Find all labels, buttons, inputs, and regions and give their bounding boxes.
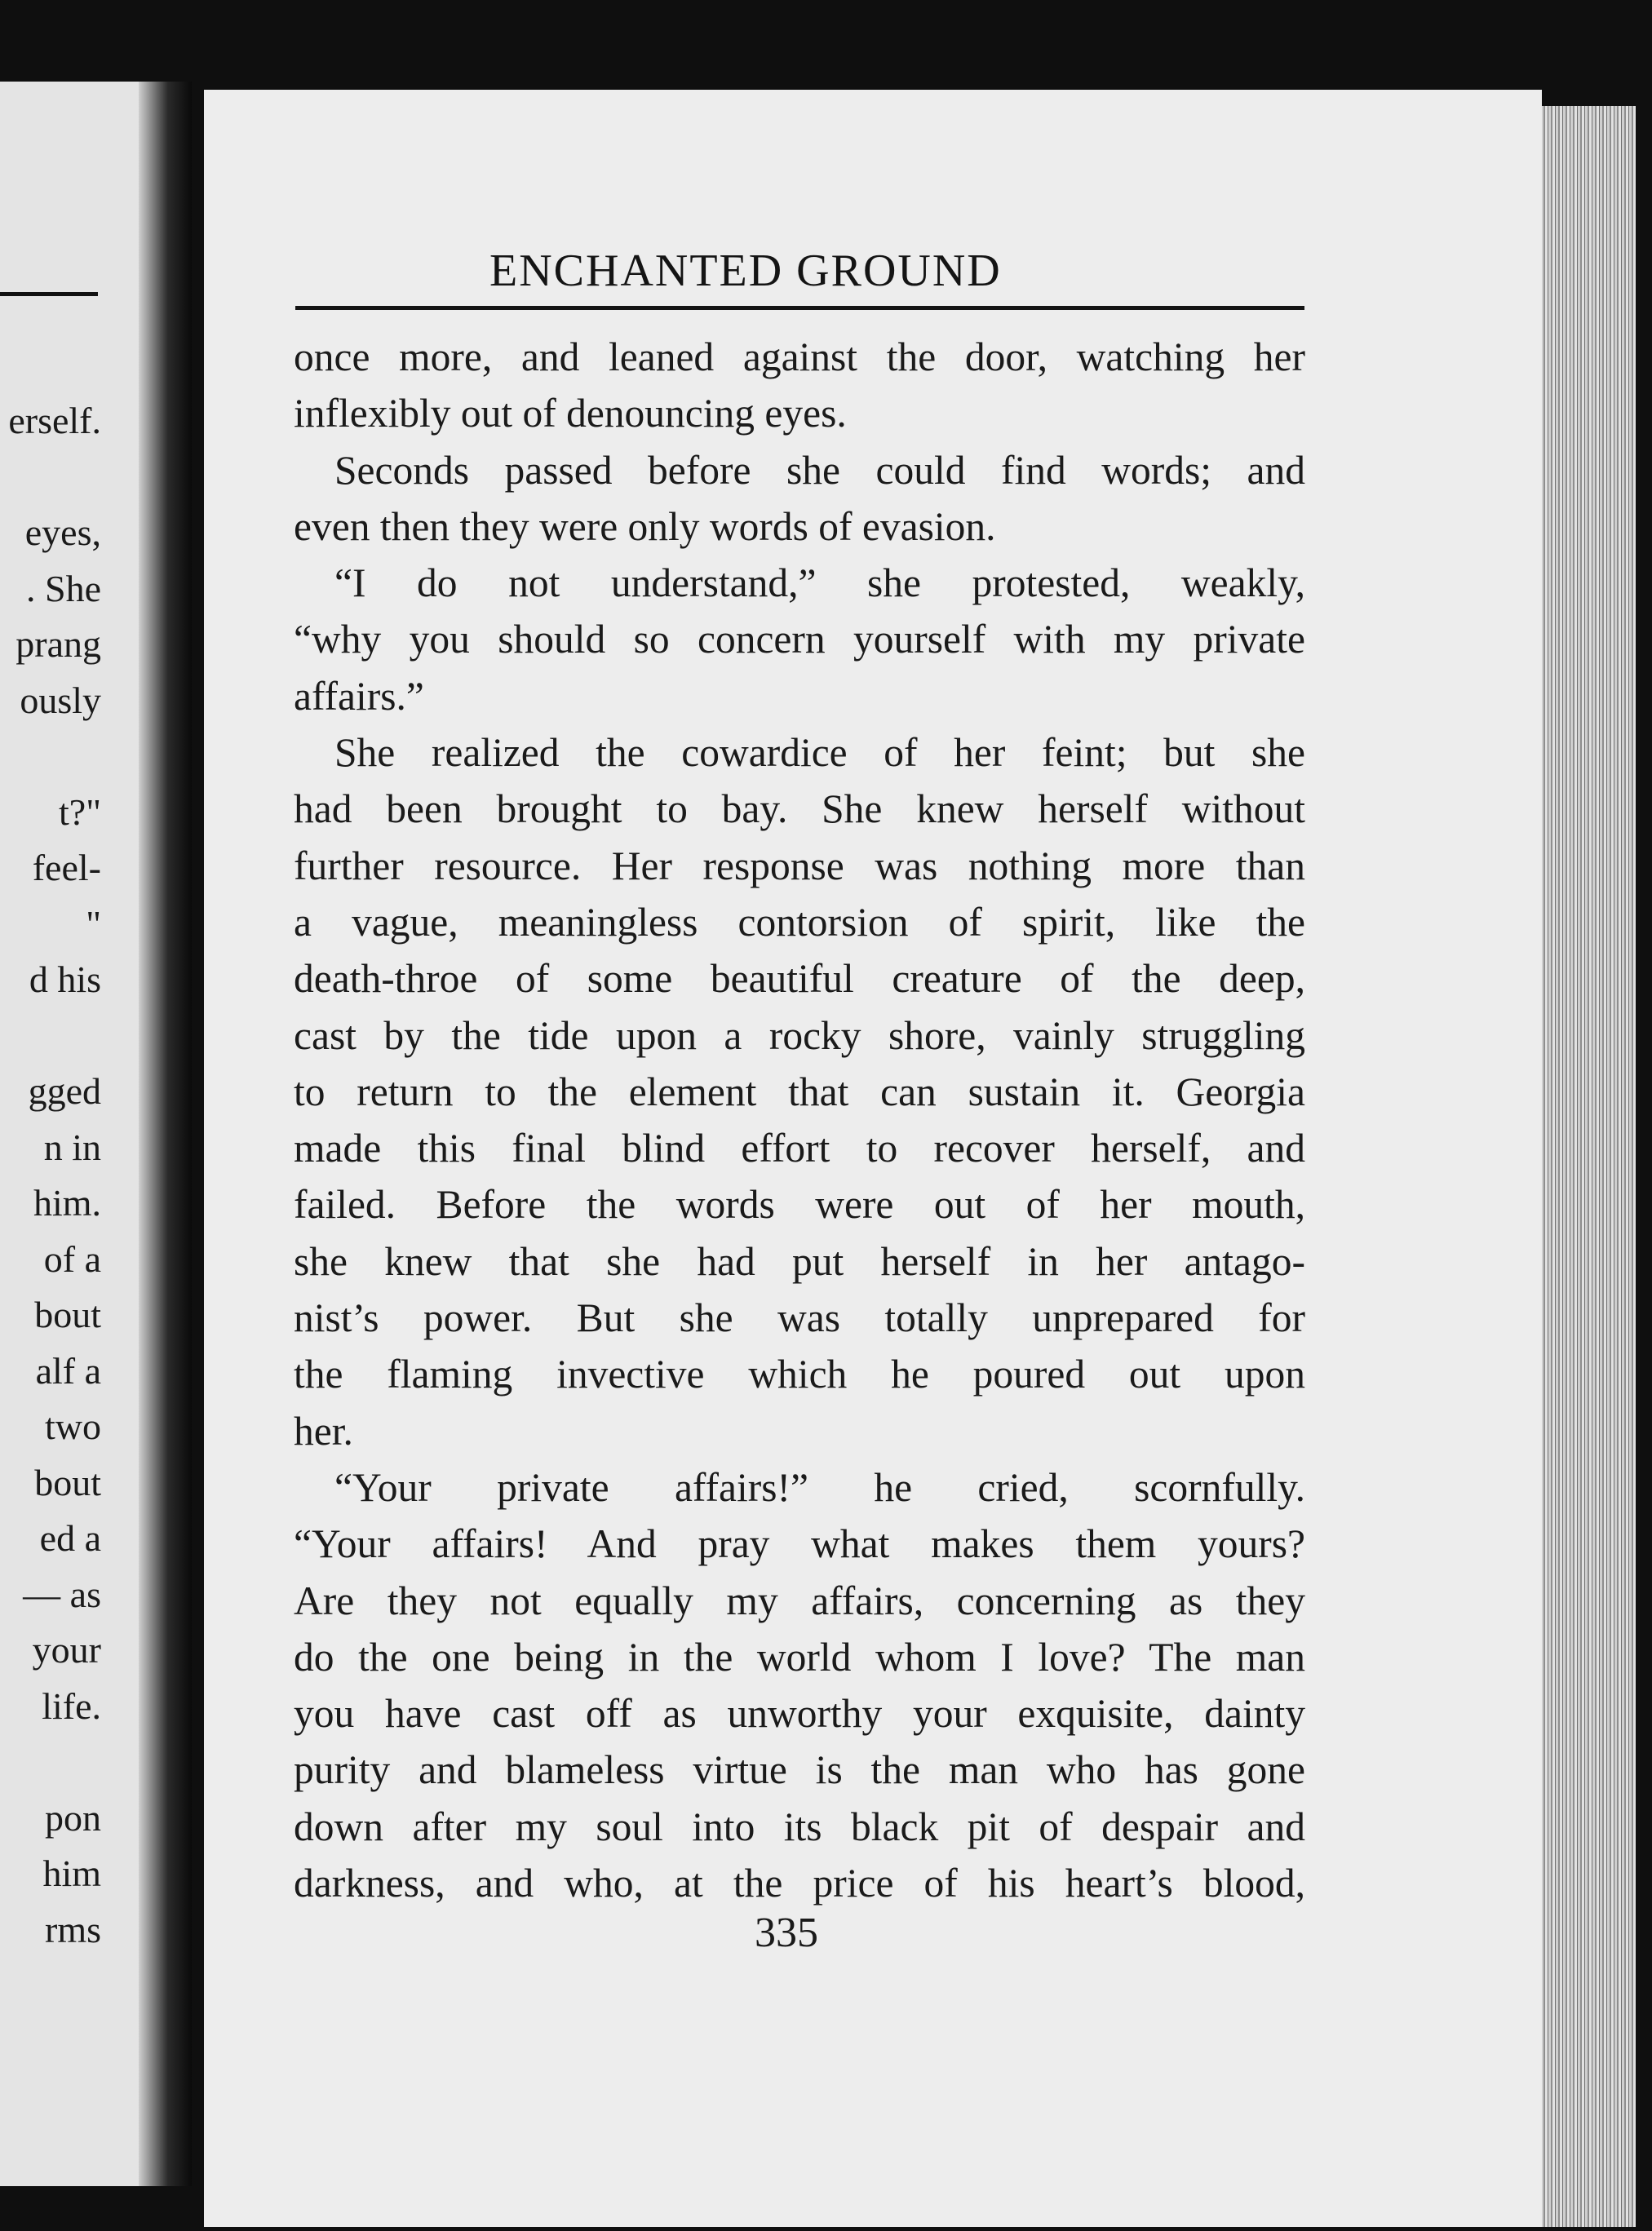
text-line: affairs.” [294,673,424,719]
text-line: made this final blind effort to recover herself, and [294,1126,1305,1171]
text-line: “Your affairs! And pray what makes them yours? [294,1521,1305,1567]
text-line: inflexibly out of denouncing eyes. [294,391,847,436]
text-line: failed. Before the words were out of her mouth, [294,1182,1305,1228]
text-line: she knew that she had put herself in her antago- [294,1238,1305,1284]
text-line: you have cast off as unworthy your exquisite, dainty [294,1691,1305,1737]
page-number: 335 [755,1910,818,1956]
text-line: her. [294,1408,353,1454]
header-rule [295,306,1304,310]
text-line: even then they were only words of evasion. [294,503,996,549]
book-gutter [139,82,192,2186]
text-line: a vague, meaningless contorsion of spirit, like the [294,899,1305,945]
text-line: cast by the tide upon a rocky shore, vainly struggling [294,1012,1305,1058]
text-line: Are they not equally my affairs, concerning as they [294,1578,1305,1623]
left-page-text: erself. eyes, . She prang ously t?" feel- " d his gged n in him. of a bout alf a two bout ed a — as your life. pon him rms [8,400,101,1950]
text-line: do the one being in the world whom I love? The man [294,1634,1305,1680]
page-edges [1534,106,1636,2227]
text-line: further resource. Her response was nothing more than [294,843,1305,888]
text-line: the flaming invective which he poured out upon [294,1352,1305,1397]
text-line: death-throe of some beautiful creature of the deep, [294,956,1305,1002]
text-line: to return to the element that can sustain it. Georgia [294,1069,1305,1114]
text-line: down after my soul into its black pit of despair and [294,1804,1305,1849]
left-page-header-rule [0,292,98,296]
text-line: “I do not understand,” she protested, weakly, [334,560,1305,606]
text-line: purity and blameless virtue is the man who has gone [294,1747,1305,1793]
text-line: once more, and leaned against the door, watching her [294,334,1305,379]
running-head: ENCHANTED GROUND [489,246,1002,296]
text-line: nist’s power. But she was totally unprepared for [294,1295,1305,1341]
text-line: had been brought to bay. She knew herself without [294,786,1305,832]
text-line: darkness, and who, at the price of his heart’s blood, [294,1861,1305,1906]
text-line: Seconds passed before she could find words; and [334,447,1305,493]
text-line: “Your private affairs!” he cried, scornfully. [334,1464,1305,1510]
body-text [294,329,1305,1911]
text-line: “why you should so concern yourself with my private [294,617,1305,662]
text-line: She realized the cowardice of her feint; but she [334,730,1305,776]
